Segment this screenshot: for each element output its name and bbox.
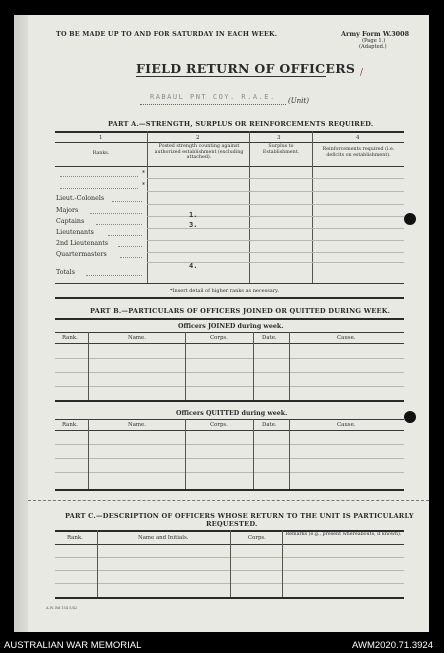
- joined-col-date: Date.: [262, 335, 277, 341]
- col-number-2: 2: [196, 135, 200, 141]
- form-number: Army Form W.3008: [341, 30, 410, 38]
- footer-institution: AUSTRALIAN WAR MEMORIAL: [4, 640, 142, 651]
- col-number-3: 3: [277, 135, 281, 141]
- joined-col-cause: Cause.: [337, 335, 356, 341]
- quitted-col-date: Date.: [262, 422, 277, 428]
- col-number-4: 4: [356, 135, 360, 141]
- part-a-footnote: *Insert detail of higher ranks as necessary.: [170, 288, 279, 294]
- quitted-col-cause: Cause.: [337, 422, 356, 428]
- part-a-title: PART A.—STRENGTH, SURPLUS OR REINFORCEMENTS REQUIRED.: [108, 120, 374, 128]
- perforation-line: [28, 500, 429, 501]
- rank-captains: Captains: [56, 218, 85, 225]
- quitted-col-name: Name.: [128, 422, 146, 428]
- part-a-rule: [55, 131, 404, 133]
- part-c-col-remarks: Remarks (e.g., present whereabouts, if known).: [285, 532, 402, 537]
- col-header-posted: Posted strength counting against authorized establishment (excluding attached).: [154, 144, 244, 161]
- col-header-ranks: Ranks.: [92, 151, 110, 156]
- part-c-title-line2: REQUESTED.: [206, 520, 258, 528]
- asterisk-mark: *: [142, 170, 145, 177]
- joined-subtitle: Officers JOINED during week.: [178, 323, 284, 330]
- joined-col-name: Name.: [128, 335, 146, 341]
- col-number-1: 1: [99, 135, 103, 141]
- joined-col-rank: Rank.: [62, 335, 78, 341]
- punch-hole: [404, 213, 416, 225]
- form-adapted: (Adapted.): [359, 44, 387, 50]
- print-code: A.W. Bd 154 5/42: [46, 606, 78, 610]
- instruction-text: TO BE MADE UP TO AND FOR SATURDAY IN EACH WEEK.: [56, 30, 278, 38]
- part-c-col-name: Name and Initials.: [138, 535, 189, 541]
- part-c-col-rank: Rank.: [67, 535, 83, 541]
- part-c-title-line1: PART C.—DESCRIPTION OF OFFICERS WHOSE RETURN TO THE UNIT IS PARTICULARLY: [65, 512, 414, 520]
- unit-label: (Unit): [288, 97, 309, 105]
- footer-accession-number: AWM2020.71.3924: [352, 640, 433, 651]
- quitted-col-corps: Corps.: [210, 422, 228, 428]
- part-c-col-corps: Corps.: [248, 535, 266, 541]
- sheet-fold-edge: [14, 15, 28, 632]
- asterisk-mark: *: [142, 182, 145, 189]
- rank-majors: Majors: [56, 207, 79, 214]
- quitted-col-rank: Rank.: [62, 422, 78, 428]
- document-title: FIELD RETURN OF OFFICERS: [136, 61, 356, 76]
- rank-lieut-colonels: Lieut.-Colonels: [56, 195, 105, 202]
- unit-name: RABAUL PNT COY. R.A.E.: [150, 93, 276, 101]
- col-header-surplus: Surplus to Establishment.: [262, 144, 300, 155]
- rank-2nd-lieutenants: 2nd Lieutenants: [56, 240, 108, 247]
- joined-col-corps: Corps.: [210, 335, 228, 341]
- rank-quartermasters: Quartermasters: [56, 251, 107, 258]
- unit-dotted-line: [140, 104, 286, 105]
- posted-totals: 4.: [189, 262, 198, 270]
- posted-lieutenants: 3.: [189, 221, 198, 229]
- form-page: (Page 1.): [362, 38, 386, 44]
- totals-label: Totals: [56, 269, 76, 276]
- quitted-subtitle: Officers QUITTED during week.: [176, 410, 288, 417]
- col-header-reinforcements: Reinforcements required (i.e. deficits on establishment).: [322, 147, 395, 158]
- punch-hole: [404, 411, 416, 423]
- tick-mark: /: [360, 68, 364, 78]
- title-underline: [136, 76, 326, 77]
- posted-captains: 1.: [189, 211, 198, 219]
- rank-lieutenants: Lieutenants: [56, 229, 94, 236]
- part-b-title: PART B.—PARTICULARS OF OFFICERS JOINED OR QUITTED DURING WEEK.: [90, 307, 391, 315]
